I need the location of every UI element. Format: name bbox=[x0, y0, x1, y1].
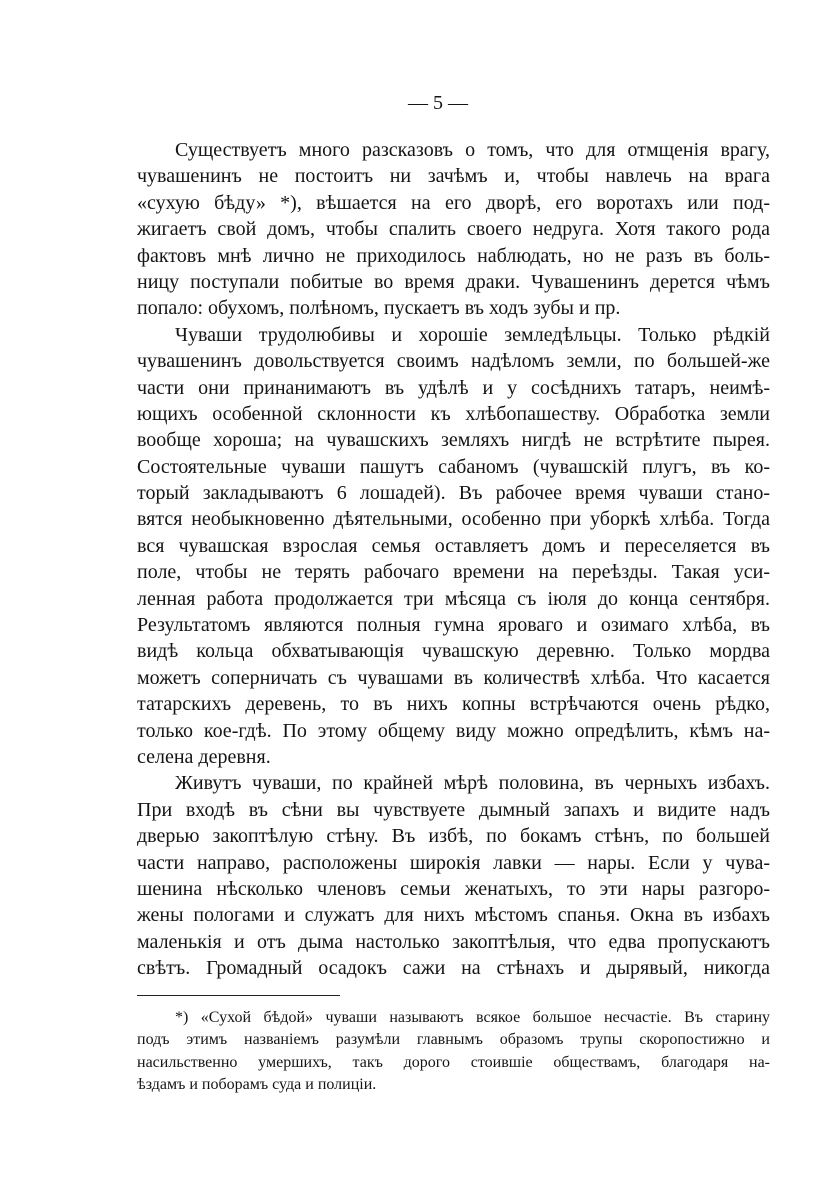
text-line: дверью закоптѣлую стѣну. Въ избѣ, по бокамъ стѣнъ, по большей bbox=[137, 825, 770, 848]
text-line: вятся необыкновенно дѣятельными, особенно при уборкѣ хлѣба. Тогда bbox=[137, 508, 770, 531]
text-line: вообще хороша; на чувашскихъ земляхъ нигдѣ не встрѣтите пырея. bbox=[137, 429, 770, 452]
text-line: попало: обухомъ, полѣномъ, пускаетъ въ ходъ зубы и пр. bbox=[137, 297, 621, 320]
text-line: шенина нѣсколько членовъ семьи женатыхъ, то эти нары разгоро- bbox=[137, 877, 770, 900]
body-text bbox=[137, 137, 770, 982]
text-line: можетъ соперничать съ чувашами въ количествѣ хлѣба. Что касается bbox=[137, 666, 770, 689]
text-line: видѣ кольца обхватывающія чувашскую деревню. Только мордва bbox=[137, 640, 770, 663]
text-line: Существуетъ много разсказовъ о томъ, что для отмщенія врагу, bbox=[175, 139, 770, 161]
page-number: — 5 — bbox=[408, 92, 468, 114]
text-line: татарскихъ деревень, то въ нихъ копны встрѣчаются очень рѣдко, bbox=[137, 693, 770, 716]
text-line: Живутъ чуваши, по крайней мѣрѣ половина, въ черныхъ избахъ. bbox=[175, 772, 770, 795]
footnote-divider bbox=[137, 995, 340, 996]
paragraph bbox=[137, 770, 770, 981]
text-line: жигаетъ свой домъ, чтобы спалить своего недруга. Хотя такого рода bbox=[137, 218, 770, 241]
text-line: Чуваши трудолюбивы и хорошіе земледѣльцы. Только рѣдкій bbox=[175, 323, 770, 346]
text-line: вся чувашская взрослая семья оставляетъ домъ и переселяется въ bbox=[137, 534, 770, 557]
text-line: ленная работа продолжается три мѣсяца съ іюля до конца сентября. bbox=[137, 587, 770, 610]
footnote bbox=[137, 1007, 770, 1097]
text-line: маленькія и отъ дыма настолько закоптѣлыя, что едва пропускаютъ bbox=[137, 930, 770, 953]
footnote-line: *) «Сухой бѣдой» чуваши называютъ всякое большое несчастіе. Въ старину bbox=[175, 1009, 770, 1026]
footnote-line: ѣздамъ и поборамъ суда и полиціи. bbox=[137, 1076, 377, 1094]
footnote-line: насильственно умершихъ, такъ дорого стоившіе обществамъ, благодаря на- bbox=[137, 1053, 770, 1071]
text-line: «сухую бѣду» *), вѣшается на его дворѣ, его воротахъ или под- bbox=[137, 191, 770, 214]
text-line: ницу поступали побитые во время драки. Чувашенинъ дерется чѣмъ bbox=[137, 270, 770, 293]
text-line: Результатомъ являются полныя гумна яроваго и озимаго хлѣба, въ bbox=[137, 614, 770, 637]
text-line: жены пологами и служатъ для нихъ мѣстомъ спанья. Окна въ избахъ bbox=[137, 904, 770, 927]
text-line: части направо, расположены широкія лавки — нары. Если у чува- bbox=[137, 851, 770, 874]
text-line: При входѣ въ сѣни вы чувствуете дымный запахъ и видите надъ bbox=[137, 798, 770, 821]
paragraph bbox=[137, 322, 770, 771]
text-line: Состоятельные чуваши пашутъ сабаномъ (чувашскій плугъ, въ ко- bbox=[137, 455, 770, 478]
text-line: фактовъ мнѣ лично не приходилось наблюдать, но не разъ въ боль- bbox=[137, 244, 770, 267]
text-line: селена деревня. bbox=[137, 745, 271, 768]
text-line: торый закладываютъ 6 лошадей). Въ рабочее время чуваши стано- bbox=[137, 482, 770, 505]
text-line: ющихъ особенной склонности къ хлѣбопашеству. Обработка земли bbox=[137, 402, 770, 425]
footnote-line: подъ этимъ названіемъ разумѣли главнымъ образомъ трупы скоропостижно и bbox=[137, 1031, 770, 1049]
text-line: поле, чтобы не терять рабочаго времени на переѣзды. Такая уси- bbox=[137, 561, 770, 584]
text-line: свѣтъ. Громадный осадокъ сажи на стѣнахъ и дырявый, никогда bbox=[137, 957, 770, 980]
paragraph bbox=[137, 137, 770, 322]
text-line: чувашенинъ не постоитъ ни зачѣмъ и, чтобы навлечь на врага bbox=[137, 165, 770, 188]
text-line: части они принанимаютъ въ удѣлѣ и у сосѣднихъ татаръ, неимѣ- bbox=[137, 376, 770, 399]
text-line: только кое-гдѣ. По этому общему виду можно опредѣлить, кѣмъ на- bbox=[137, 719, 770, 742]
text-line: чувашенинъ довольствуется своимъ надѣломъ земли, по большей-же bbox=[137, 350, 770, 373]
